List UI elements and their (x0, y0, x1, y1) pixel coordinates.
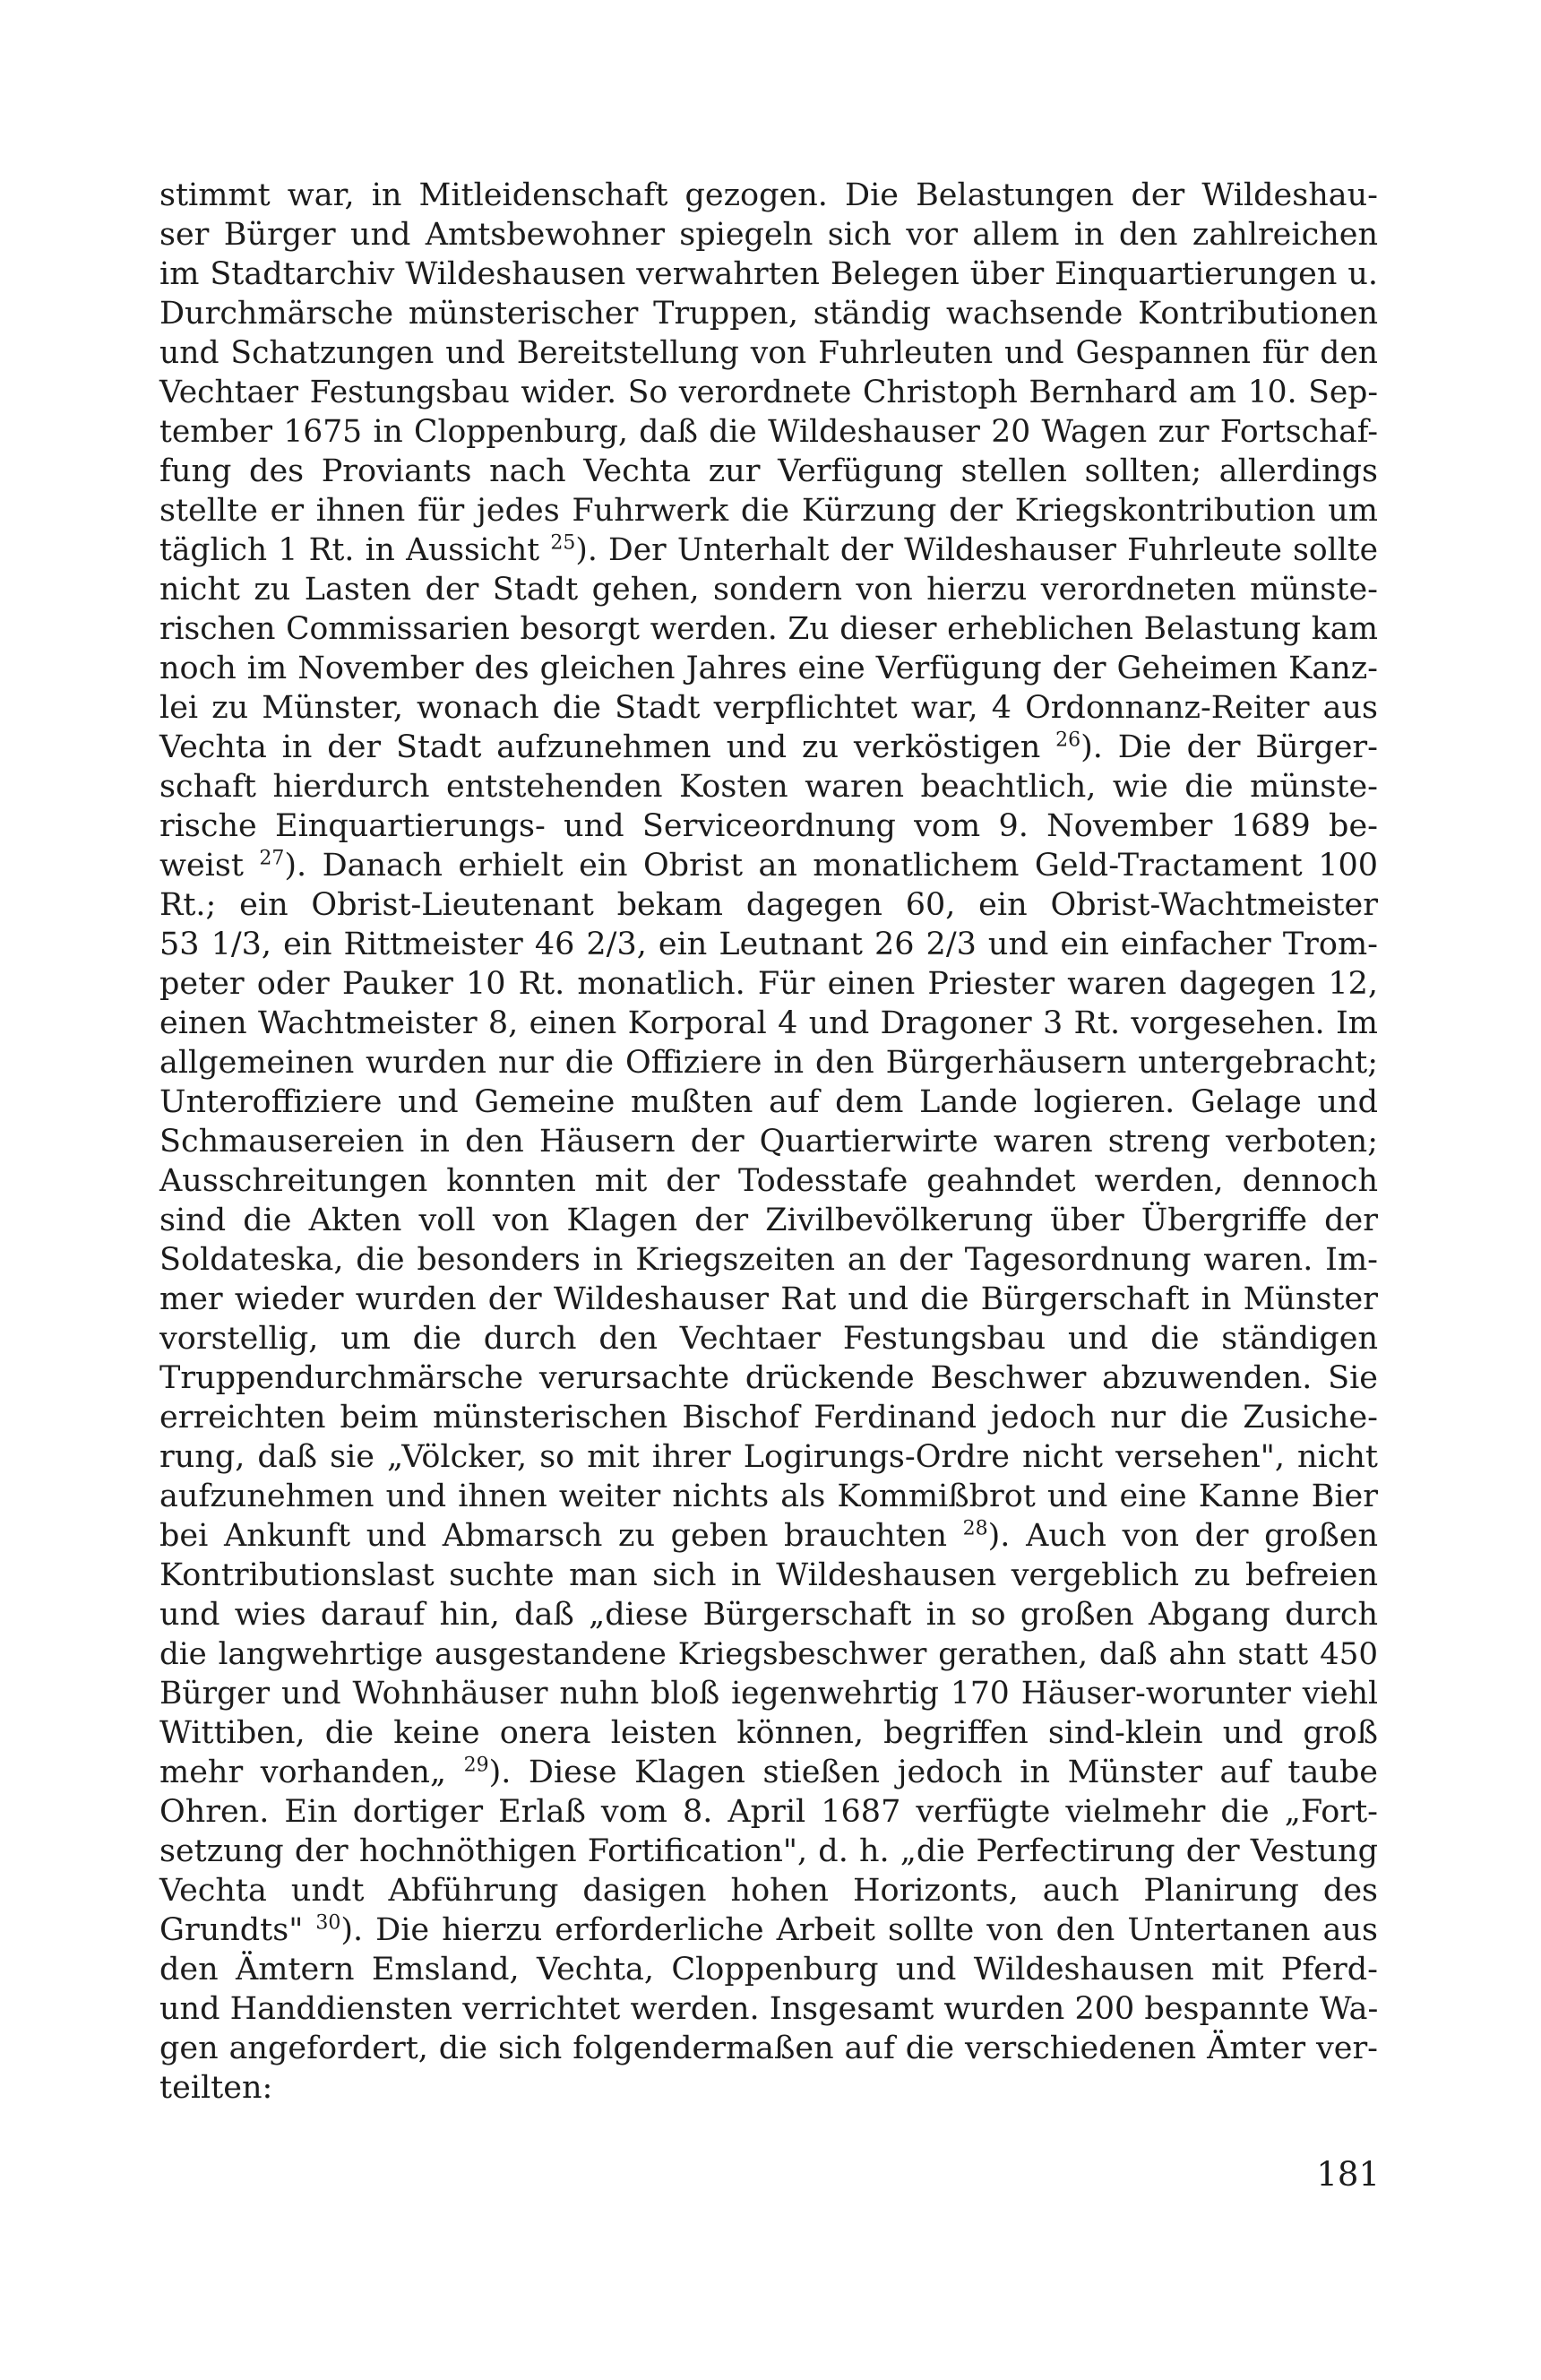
text-segment: aufzunehmen und ihnen weiter nichts als Kommißbrot und eine Kanne Bier (159, 1479, 1378, 1514)
text-line (159, 1082, 1378, 1122)
text-segment: ser Bürger und Amtsbewohner spiegeln sich vor allem in den zahlreichen (159, 217, 1378, 253)
text-segment: Truppendurchmärsche verursachte drückende Beschwer abzuwenden. Sie (159, 1360, 1378, 1396)
text-segment: und wies darauf hin, daß „diese Bürgerschaft in so großen Abgang durch (159, 1597, 1378, 1633)
text-segment: und Handdiensten verrichtet werden. Insgesamt wurden 200 bespannte Wa- (159, 1991, 1379, 2027)
text-segment: fung des Proviants nach Vechta zur Verfügung stellen sollten; allerdings (159, 453, 1378, 489)
footnote-marker: 30 (315, 1911, 341, 1935)
text-segment: mehr vorhanden„ (159, 1755, 464, 1790)
text-line (159, 1398, 1378, 1437)
text-line (159, 1753, 1378, 1792)
body-text (159, 176, 1378, 2108)
footnote-marker: 28 (962, 1517, 988, 1540)
text-line (159, 1634, 1378, 1674)
text-segment: Vechtaer Festungsbau wider. So verordnete Christoph Bernhard am 10. Sep- (159, 375, 1378, 410)
text-line (159, 964, 1378, 1004)
text-line (159, 1319, 1378, 1358)
text-line (159, 688, 1378, 728)
text-segment: ). Danach erhielt ein Obrist an monatlichem Geld-Tractament 100 (284, 848, 1378, 884)
text-line (159, 176, 1378, 215)
text-line (159, 1871, 1378, 1910)
text-segment: lei zu Münster, wonach die Stadt verpflichtet war, 4 Ordonnanz-Reiter aus (159, 690, 1378, 726)
text-segment: stellte er ihnen für jedes Fuhrwerk die Kürzung der Kriegskontribution um (159, 493, 1378, 529)
text-line (159, 649, 1378, 688)
text-segment: Grundts" (159, 1912, 316, 1948)
text-segment: die langwehrtige ausgestandene Kriegsbeschwer gerathen, daß ahn statt 450 (159, 1636, 1378, 1672)
text-segment: Rt.; ein Obrist-Lieutenant bekam dagegen 60, ein Obrist-Wachtmeister (159, 887, 1378, 923)
text-segment: bei Ankunft und Abmarsch zu geben brauchten (159, 1518, 963, 1554)
text-segment: tember 1675 in Cloppenburg, daß die Wildeshauser 20 Wagen zur Fortschaf- (159, 414, 1378, 450)
text-segment: sind die Akten voll von Klagen der Zivilbevölkerung über Übergriffe der (159, 1203, 1378, 1238)
text-line (159, 767, 1378, 806)
text-line (159, 1122, 1378, 1161)
text-segment: Schmausereien in den Häusern der Quartierwirte waren streng verboten; (159, 1124, 1378, 1160)
text-segment: vorstellig, um die durch den Vechtaer Festungsbau und die ständigen (159, 1321, 1378, 1357)
text-line (159, 412, 1378, 452)
text-line (159, 570, 1378, 609)
text-segment: setzung der hochnöthigen Fortification", d. h. „die Perfectirung der Vestung (159, 1833, 1378, 1869)
text-segment: nicht zu Lasten der Stadt gehen, sondern von hierzu verordneten münste- (159, 572, 1378, 608)
text-line (159, 1477, 1378, 1516)
text-segment: täglich 1 Rt. in Aussicht (159, 532, 551, 568)
text-line (159, 846, 1378, 885)
text-line (159, 728, 1378, 767)
text-segment: noch im November des gleichen Jahres eine Verfügung der Geheimen Kanz- (159, 651, 1378, 686)
text-line (159, 1280, 1378, 1319)
text-line (159, 373, 1378, 412)
text-line (159, 2068, 1378, 2108)
text-line (159, 1004, 1378, 1043)
text-segment: einen Wachtmeister 8, einen Korporal 4 und Dragoner 3 Rt. vorgesehen. Im (159, 1005, 1378, 1041)
text-line (159, 1240, 1378, 1280)
text-line (159, 609, 1378, 649)
text-segment: rische Einquartierungs- und Serviceordnung vom 9. November 1689 be- (159, 808, 1378, 844)
text-segment: Wittiben, die keine onera leisten können, begriffen sind-klein und groß (159, 1715, 1378, 1751)
text-segment: erreichten beim münsterischen Bischof Ferdinand jedoch nur die Zusiche- (159, 1400, 1378, 1436)
text-line (159, 215, 1378, 254)
text-segment: Vechta undt Abführung dasigen hohen Horizonts, auch Planirung des (159, 1873, 1378, 1909)
text-line (159, 1950, 1378, 1989)
footnote-marker: 29 (463, 1754, 489, 1777)
text-line (159, 1437, 1378, 1477)
text-segment: weist (159, 848, 260, 884)
text-segment: teilten: (159, 2070, 273, 2106)
text-segment: rung, daß sie „Völcker, so mit ihrer Logirungs-Ordre nicht versehen", nicht (159, 1439, 1378, 1475)
text-segment: und Schatzungen und Bereitstellung von Fuhrleuten und Gespannen für den (159, 335, 1378, 371)
text-line (159, 2029, 1378, 2068)
text-segment: ). Die hierzu erforderliche Arbeit sollte von den Untertanen aus (340, 1912, 1378, 1948)
text-line (159, 1201, 1378, 1240)
text-segment: Ausschreitungen konnten mit der Todesstafe geahndet werden, dennoch (159, 1163, 1378, 1199)
text-line (159, 254, 1378, 294)
text-line (159, 491, 1378, 530)
text-segment: Unteroffiziere und Gemeine mußten auf dem Lande logieren. Gelage und (159, 1084, 1378, 1120)
footnote-marker: 26 (1055, 729, 1081, 752)
text-segment: stimmt war, in Mitleidenschaft gezogen. Die Belastungen der Wildeshau- (159, 177, 1378, 213)
text-segment: ). Die der Bürger- (1080, 729, 1378, 765)
text-segment: peter oder Pauker 10 Rt. monatlich. Für einen Priester waren dagegen 12, (159, 966, 1378, 1002)
text-segment: Durchmärsche münsterischer Truppen, ständig wachsende Kontributionen (159, 296, 1378, 332)
text-segment: Ohren. Ein dortiger Erlaß vom 8. April 1687 verfügte vielmehr die „Fort- (159, 1794, 1378, 1830)
text-line (159, 1516, 1378, 1556)
text-segment: ). Diese Klagen stießen jedoch in Münster auf taube (488, 1755, 1379, 1790)
text-line (159, 294, 1378, 333)
text-line (159, 806, 1378, 846)
text-line (159, 1989, 1378, 2029)
text-segment: ). Der Unterhalt der Wildeshauser Fuhrleute sollte (575, 532, 1379, 568)
page-number: 181 (1316, 2155, 1380, 2194)
text-line (159, 1674, 1378, 1713)
text-segment: Soldateska, die besonders in Kriegszeiten an der Tagesordnung waren. Im- (159, 1242, 1378, 1278)
text-line (159, 1358, 1378, 1398)
text-segment: gen angefordert, die sich folgendermaßen auf die verschiedenen Ämter ver- (159, 2031, 1378, 2066)
text-line (159, 1713, 1378, 1753)
text-line (159, 1043, 1378, 1082)
text-segment: Bürger und Wohnhäuser nuhn bloß iegenwehrtig 170 Häuser-worunter viehl (159, 1676, 1378, 1712)
footnote-marker: 25 (550, 531, 576, 555)
text-segment: schaft hierdurch entstehenden Kosten waren beachtlich, wie die münste- (159, 769, 1378, 805)
text-line (159, 885, 1378, 925)
text-segment: mer wieder wurden der Wildeshauser Rat und die Bürgerschaft in Münster (159, 1281, 1378, 1317)
text-segment: rischen Commissarien besorgt werden. Zu dieser erheblichen Belastung kam (159, 611, 1378, 647)
text-segment: 53 1/3, ein Rittmeister 46 2/3, ein Leutnant 26 2/3 und ein einfacher Trom- (159, 927, 1378, 962)
text-line (159, 1161, 1378, 1201)
text-line (159, 1910, 1378, 1950)
text-line (159, 1556, 1378, 1595)
text-segment: Vechta in der Stadt aufzunehmen und zu verköstigen (159, 729, 1056, 765)
text-line (159, 1595, 1378, 1634)
footnote-marker: 27 (259, 847, 285, 870)
text-segment: Kontributionslast suchte man sich in Wildeshausen vergeblich zu befreien (159, 1557, 1378, 1593)
text-line (159, 333, 1378, 373)
text-segment: im Stadtarchiv Wildeshausen verwahrten Belegen über Einquartierungen u. (159, 256, 1378, 292)
text-line (159, 452, 1378, 491)
text-segment: den Ämtern Emsland, Vechta, Cloppenburg und Wildeshausen mit Pferd- (159, 1952, 1378, 1988)
text-segment: ). Auch von der großen (987, 1518, 1378, 1554)
text-line (159, 925, 1378, 964)
text-line (159, 1832, 1378, 1871)
text-segment: allgemeinen wurden nur die Offiziere in den Bürgerhäusern untergebracht; (159, 1045, 1378, 1081)
text-line (159, 530, 1378, 570)
text-line (159, 1792, 1378, 1832)
